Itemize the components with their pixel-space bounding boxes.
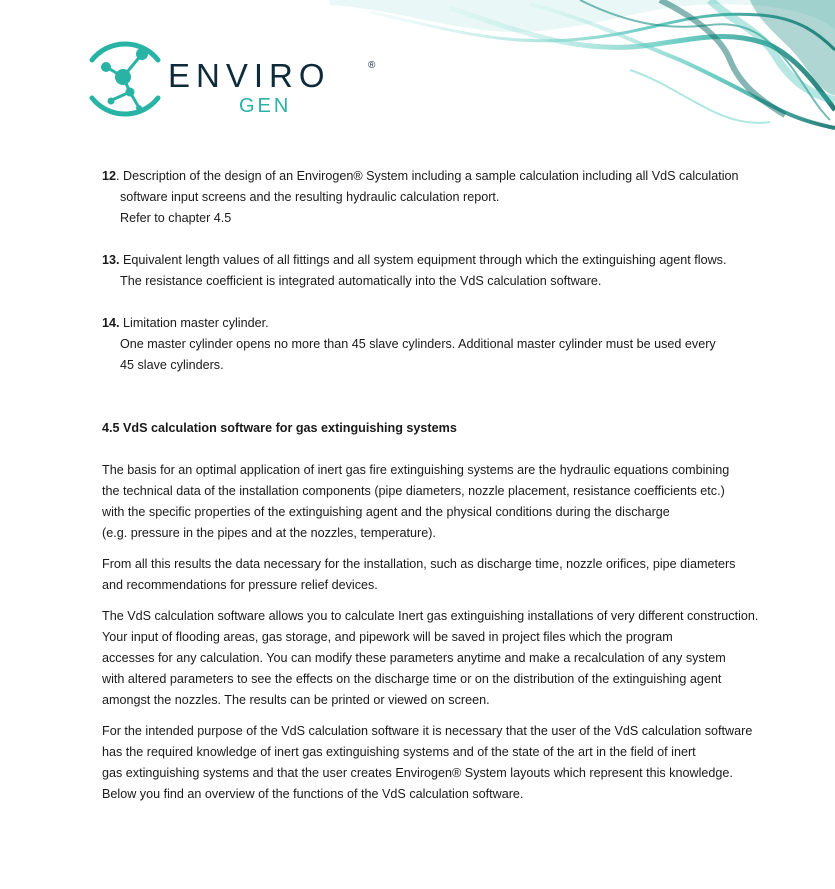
list-item-text: One master cylinder opens no more than 45 slave cylinders. Additional master cylinder must be used every xyxy=(120,337,716,351)
logo-icon xyxy=(76,30,174,128)
list-item-text: software input screens and the resulting hydraulic calculation report. xyxy=(120,190,500,204)
paragraph-line: gas extinguishing systems and that the user creates Envirogen® System layouts which represent this knowledge. xyxy=(102,766,733,780)
paragraph-line: and recommendations for pressure relief devices. xyxy=(102,578,378,592)
paragraph-line: (e.g. pressure in the pipes and at the nozzles, temperature). xyxy=(102,526,436,540)
paragraph xyxy=(102,460,792,544)
paragraph-line: Your input of flooding areas, gas storage, and pipework will be saved in project files which the program xyxy=(102,630,673,644)
list-item-number: 14. xyxy=(102,316,120,330)
list-item-text: Limitation master cylinder. xyxy=(119,316,269,330)
list-item-text: Refer to chapter 4.5 xyxy=(120,211,232,225)
paragraph-line: with altered parameters to see the effects on the discharge time or on the distribution of the extinguishing agent xyxy=(102,672,722,686)
list-item-text: The resistance coefficient is integrated automatically into the VdS calculation software. xyxy=(120,274,602,288)
paragraph-line: For the intended purpose of the VdS calculation software it is necessary that the user of the VdS calculation software xyxy=(102,724,753,738)
registered-mark: ® xyxy=(368,60,376,71)
section-heading: 4.5 VdS calculation software for gas extinguishing systems xyxy=(102,421,457,435)
list-item-text: 45 slave cylinders. xyxy=(120,358,224,372)
paragraph xyxy=(102,606,792,711)
paragraph-line: Below you find an overview of the functions of the VdS calculation software. xyxy=(102,787,524,801)
list-item-text: Equivalent length values of all fittings and all system equipment through which the extinguishing agent flows. xyxy=(119,253,727,267)
brand-subname: GEN xyxy=(239,95,292,117)
paragraph-line: amongst the nozzles. The results can be printed or viewed on screen. xyxy=(102,693,490,707)
paragraph-line: From all this results the data necessary for the installation, such as discharge time, nozzle orifices, pipe diameters xyxy=(102,557,736,571)
brand-name: ENVIRO xyxy=(168,57,331,94)
smoke-graphic xyxy=(330,0,835,135)
paragraph-line: The VdS calculation software allows you to calculate Inert gas extinguishing installations of very different construction. xyxy=(102,609,759,623)
paragraph xyxy=(102,721,792,805)
list-item-text: . Description of the design of an Envirogen® System including a sample calculation including all VdS calculation xyxy=(116,169,739,183)
list-item-number: 13. xyxy=(102,253,120,267)
paragraph xyxy=(102,554,792,596)
list-item-14 xyxy=(102,313,792,376)
paragraph-line: the technical data of the installation components (pipe diameters, nozzle placement, resistance coefficients etc.) xyxy=(102,484,725,498)
list-item-12 xyxy=(102,166,792,229)
paragraph-line: with the specific properties of the extinguishing agent and the physical conditions during the discharge xyxy=(102,505,670,519)
paragraph-line: The basis for an optimal application of inert gas fire extinguishing systems are the hydraulic equations combining xyxy=(102,463,730,477)
paragraph-line: accesses for any calculation. You can modify these parameters anytime and make a recalculation of any system xyxy=(102,651,726,665)
list-item-13 xyxy=(102,250,792,292)
paragraph-line: has the required knowledge of inert gas extinguishing systems and of the state of the art in the field of inert xyxy=(102,745,696,759)
list-item-number: 12 xyxy=(102,169,117,183)
document-body xyxy=(102,166,792,815)
